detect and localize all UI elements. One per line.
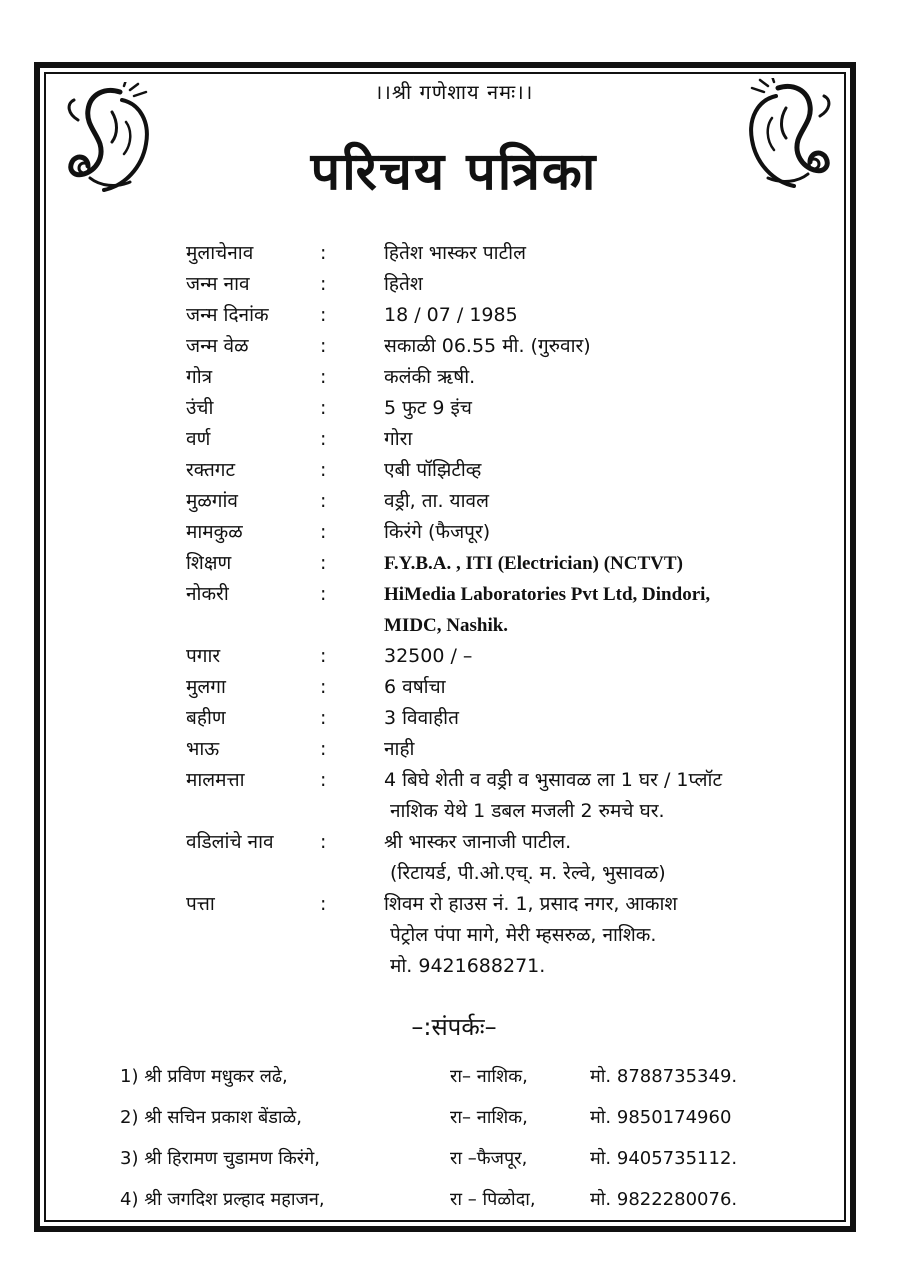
detail-row: [186, 393, 846, 424]
detail-value: [384, 641, 844, 672]
detail-value-line: हितेश भास्कर पाटील: [384, 242, 526, 264]
detail-value: [384, 579, 844, 641]
detail-label: जन्म नाव: [186, 273, 250, 295]
detail-label: पत्ता: [186, 893, 215, 915]
detail-value-line: HiMedia Laboratories Pvt Ltd, Dindori,: [384, 584, 711, 605]
detail-row: [186, 765, 846, 827]
detail-value-line: सकाळी 06.55 मी. (गुरुवार): [384, 335, 591, 357]
detail-row: [186, 300, 846, 331]
detail-colon: :: [320, 335, 327, 357]
contact-place: रा – पिळोदा,: [450, 1189, 536, 1210]
detail-label: रक्तगट: [186, 459, 236, 481]
detail-colon: :: [320, 831, 327, 853]
contact-phone: मो. 9405735112.: [590, 1148, 738, 1169]
contact-list: [120, 1056, 820, 1220]
detail-row: [186, 486, 846, 517]
biodata-details: [186, 238, 846, 982]
contact-name: 1) श्री प्रविण मधुकर लढे,: [120, 1066, 288, 1087]
detail-colon: :: [320, 273, 327, 295]
detail-value: [384, 300, 844, 331]
detail-colon: :: [320, 521, 327, 543]
contact-heading: –:संपर्कः–: [411, 1013, 497, 1041]
detail-value: [384, 424, 844, 455]
detail-row: [186, 269, 846, 300]
detail-row: [186, 579, 846, 641]
detail-value-line: शिवम रो हाउस नं. 1, प्रसाद नगर, आकाश: [384, 893, 678, 915]
detail-value-line: 18 / 07 / 1985: [384, 304, 518, 326]
detail-value-line: एबी पॉझिटीव्ह: [384, 459, 482, 481]
detail-colon: :: [320, 428, 327, 450]
detail-label: मालमत्ता: [186, 769, 245, 791]
detail-row: [186, 703, 846, 734]
detail-label: जन्म वेळ: [186, 335, 249, 357]
detail-label: वर्ण: [186, 428, 211, 450]
contact-row: [120, 1056, 820, 1097]
detail-value: [384, 486, 844, 517]
contact-name: 3) श्री हिरामण चुडामण किरंगे,: [120, 1148, 320, 1169]
detail-value-line: नाशिक येथे 1 डबल मजली 2 रुमचे घर.: [390, 800, 665, 822]
contact-row: [120, 1138, 820, 1179]
contact-place: रा –फैजपूर,: [450, 1148, 528, 1169]
detail-label: शिक्षण: [186, 552, 232, 574]
detail-value-line: गोरा: [384, 428, 413, 450]
detail-value-line: पेट्रोल पंपा मागे, मेरी म्हसरुळ, नाशिक.: [390, 924, 657, 946]
detail-label: गोत्र: [186, 366, 213, 388]
detail-row: [186, 672, 846, 703]
detail-value: [384, 672, 844, 703]
detail-colon: :: [320, 893, 327, 915]
detail-value: [384, 703, 844, 734]
contact-phone: मो. 9822280076.: [590, 1189, 738, 1210]
detail-label: बहीण: [186, 707, 226, 729]
detail-colon: :: [320, 583, 327, 605]
detail-row: [186, 362, 846, 393]
detail-value: [384, 238, 844, 269]
detail-value-line: (रिटायर्ड, पी.ओ.एच्. म. रेल्वे, भुसावळ): [390, 862, 666, 884]
page-title: परिचय पत्रिका: [310, 142, 598, 202]
detail-colon: :: [320, 645, 327, 667]
detail-value-line: कलंकी ऋषी.: [384, 366, 476, 388]
detail-value: [384, 269, 844, 300]
detail-value: [384, 827, 844, 889]
contact-row: [120, 1097, 820, 1138]
detail-colon: :: [320, 366, 327, 388]
detail-colon: :: [320, 738, 327, 760]
detail-value: [384, 889, 844, 982]
detail-value-line: MIDC, Nashik.: [384, 615, 509, 636]
detail-colon: :: [320, 242, 327, 264]
detail-value-line: वड्री, ता. यावल: [384, 490, 489, 512]
detail-value: [384, 548, 844, 579]
detail-value-line: 3 विवाहीत: [384, 707, 459, 729]
contact-phone: मो. 8788735349.: [590, 1066, 738, 1087]
detail-row: [186, 238, 846, 269]
contact-place: रा– नाशिक,: [450, 1107, 528, 1128]
detail-row: [186, 517, 846, 548]
detail-value-line: 32500 / –: [384, 645, 473, 667]
contact-place: रा– नाशिक,: [450, 1066, 528, 1087]
detail-row: [186, 548, 846, 579]
detail-colon: :: [320, 676, 327, 698]
detail-value: [384, 765, 844, 827]
contact-phone: मो. 9850174960: [590, 1107, 732, 1128]
contact-name: 2) श्री सचिन प्रकाश बेंडाळे,: [120, 1107, 302, 1128]
detail-colon: :: [320, 552, 327, 574]
detail-label: उंची: [186, 397, 214, 419]
detail-label: मुळगांव: [186, 490, 238, 512]
detail-value-line: मो. 9421688271.: [390, 955, 546, 977]
detail-value-line: 5 फुट 9 इंच: [384, 397, 472, 419]
detail-label: वडिलांचे नाव: [186, 831, 274, 853]
detail-value: [384, 517, 844, 548]
detail-value-line: हितेश: [384, 273, 423, 295]
contact-name: 4) श्री जगदिश प्रल्हाद महाजन,: [120, 1189, 325, 1210]
detail-value-line: श्री भास्कर जानाजी पाटील.: [384, 831, 572, 853]
detail-colon: :: [320, 707, 327, 729]
detail-label: मुलाचेनाव: [186, 242, 254, 264]
detail-label: मुलगा: [186, 676, 226, 698]
detail-value-line: 6 वर्षाचा: [384, 676, 446, 698]
detail-row: [186, 424, 846, 455]
detail-label: नोकरी: [186, 583, 229, 605]
detail-value: [384, 393, 844, 424]
detail-value-line: F.Y.B.A. , ITI (Electrician) (NCTVT): [384, 553, 683, 574]
detail-row: [186, 734, 846, 765]
detail-value: [384, 362, 844, 393]
detail-row: [186, 455, 846, 486]
detail-row: [186, 889, 846, 982]
detail-colon: :: [320, 304, 327, 326]
invocation-text: ।।श्री गणेशाय नमः।।: [374, 80, 534, 104]
detail-label: भाऊ: [186, 738, 220, 760]
detail-colon: :: [320, 459, 327, 481]
contact-row: [120, 1179, 820, 1220]
detail-colon: :: [320, 397, 327, 419]
detail-value: [384, 455, 844, 486]
detail-row: [186, 331, 846, 362]
detail-value: [384, 734, 844, 765]
detail-colon: :: [320, 769, 327, 791]
detail-row: [186, 641, 846, 672]
detail-value-line: नाही: [384, 738, 415, 760]
detail-value-line: किरंगे (फैजपूर): [384, 521, 491, 543]
detail-label: मामकुळ: [186, 521, 243, 543]
detail-value-line: 4 बिघे शेती व वड्री व भुसावळ ला 1 घर / 1प्लॉट: [384, 769, 723, 791]
detail-colon: :: [320, 490, 327, 512]
detail-label: पगार: [186, 645, 221, 667]
detail-label: जन्म दिनांक: [186, 304, 269, 326]
detail-row: [186, 827, 846, 889]
detail-value: [384, 331, 844, 362]
